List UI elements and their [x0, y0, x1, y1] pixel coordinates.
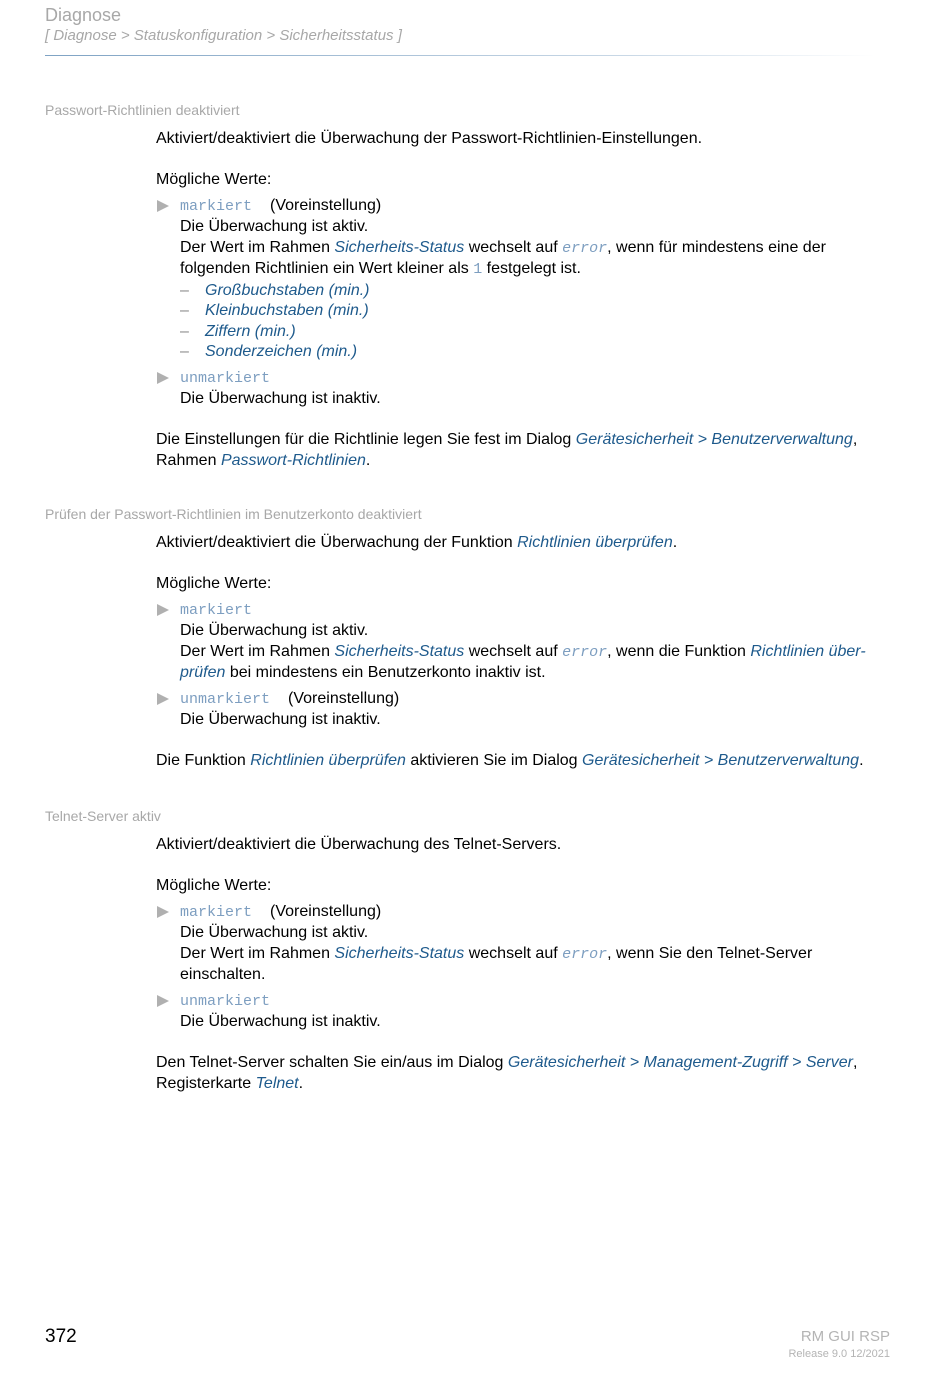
link-check-policies[interactable]: Richtlinien überprüfen — [250, 752, 406, 769]
active-text: Die Überwachung ist aktiv. — [180, 622, 369, 639]
possible-values-label: Mögliche Werte: — [156, 171, 272, 188]
possible-values-label: Mögliche Werte: — [156, 877, 272, 894]
page-number: 372 — [45, 1326, 77, 1347]
policy-list-item: – Ziffern (min.) — [180, 322, 296, 340]
section-description: Aktiviert/deaktiviert die Überwachung des Telnet-Servers. — [156, 836, 562, 853]
section-title-password-policies: Passwort-Richtlinien deaktiviert — [45, 102, 240, 118]
section-body-account-policy-check: Aktiviert/deaktiviert die Überwachung der Funktion Richtlinien überprüfen. Mögliche Werte: markiert Die Überwachung ist aktiv. Der Wert im Rahmen Sicherheits-Status wechselt auf error, wenn die Funktion Richtlinien über- prüfen bei mindestens ein Benutzerkonto inaktiv ist. unmarkiert (Voreinstellung) Die Überwachung ist inaktiv. Die Funktion Richtlinien überprüfen aktivieren Sie im Dialog Gerätesicherheit > Benutzerverwaltung. — [156, 533, 886, 772]
value-item-marked: markiert Die Überwachung ist aktiv. Der Wert im Rahmen Sicherheits-Status wechselt auf error, wenn die Funktion Richtlinien über- prüfen bei mindestens ein Benutzerkonto inaktiv ist. — [156, 600, 886, 684]
value-item-unmarked — [156, 368, 886, 410]
inactive-text: Die Überwachung ist inaktiv. — [180, 1013, 381, 1030]
link-telnet-tab[interactable]: Telnet — [255, 1074, 299, 1092]
policy-list-item: – Großbuchstaben (min.) — [180, 281, 370, 299]
link-password-policies[interactable]: Passwort-Richtlinien — [220, 451, 366, 469]
bullet-triangle-icon — [157, 995, 169, 1007]
bullet-triangle-icon — [157, 372, 169, 384]
value-unmarked: unmarkiert — [180, 369, 271, 387]
bullet-triangle-icon — [157, 693, 169, 705]
link-user-management[interactable]: Gerätesicherheit > Benutzerverwaltung — [575, 431, 853, 448]
inactive-text: Die Überwachung ist inaktiv. — [180, 390, 381, 407]
policy-list-item: – Kleinbuchstaben (min.) — [180, 302, 369, 319]
section-title-account-policy-check: Prüfen der Passwort-Richtlinien im Benutzerkonto deaktiviert — [45, 506, 422, 522]
value-marked: markiert — [180, 197, 253, 215]
page-header — [45, 4, 875, 46]
link-policy[interactable]: Ziffern (min.) — [205, 322, 296, 340]
section-title-telnet-server: Telnet-Server aktiv — [45, 808, 161, 824]
value-error: error — [562, 643, 608, 661]
link-security-status[interactable]: Sicherheits-Status — [334, 238, 465, 256]
bullet-triangle-icon — [157, 604, 169, 616]
chapter-title: Diagnose — [45, 5, 122, 25]
active-text: Die Überwachung ist aktiv. — [180, 924, 369, 941]
link-policy[interactable]: Großbuchstaben (min.) — [205, 281, 370, 299]
link-policy[interactable]: Kleinbuchstaben (min.) — [205, 302, 369, 319]
default-label: (Voreinstellung) — [270, 902, 382, 920]
link-check-policies[interactable]: Richtlinien überprüfen — [517, 534, 673, 551]
link-security-status[interactable]: Sicherheits-Status — [334, 642, 465, 660]
document-name: RM GUI RSP — [800, 1328, 890, 1345]
value-item-marked: markiert (Voreinstellung) Die Überwachung ist aktiv. Der Wert im Rahmen Sicherheits-Status wechselt auf error, wenn Sie den Telnet-Server einschalten. — [156, 902, 886, 986]
inactive-text: Die Überwachung ist inaktiv. — [180, 711, 381, 728]
link-management-access-server[interactable]: Gerätesicherheit > Management-Zugriff > Server — [507, 1054, 853, 1071]
value-one: 1 — [473, 261, 483, 278]
possible-values-label: Mögliche Werte: — [156, 575, 272, 592]
policy-list-item: – Sonderzeichen (min.) — [180, 343, 358, 360]
link-policy[interactable]: Sonderzeichen (min.) — [205, 343, 358, 360]
header-divider — [45, 55, 875, 56]
value-item-unmarked — [156, 689, 886, 731]
value-unmarked: unmarkiert — [180, 992, 271, 1010]
link-check-policies[interactable]: Richtlinien über- — [750, 642, 866, 660]
breadcrumb: [ Diagnose > Statuskonfiguration > Sicherheitsstatus ] — [45, 27, 402, 44]
default-label: (Voreinstellung) — [270, 196, 382, 214]
link-user-management[interactable]: Gerätesicherheit > Benutzerverwaltung — [582, 752, 860, 769]
bullet-triangle-icon — [157, 200, 169, 212]
value-error: error — [562, 239, 608, 257]
section-body-telnet-server: Aktiviert/deaktiviert die Überwachung des Telnet-Servers. Mögliche Werte: markiert (Voreinstellung) Die Überwachung ist aktiv. Der Wert im Rahmen Sicherheits-Status wechselt auf error, wenn Sie den Telnet-Server einschalten. unmarkiert Die Überwachung ist inaktiv. Den Telnet-Server schalten Sie ein/aus im Dialog Gerätesicherheit > Management-Zugriff > Server, Registerkarte Telnet. — [156, 835, 886, 1094]
value-unmarked: unmarkiert — [180, 690, 271, 708]
value-error: error — [562, 945, 608, 963]
section-body-password-policies: Aktiviert/deaktiviert die Überwachung der Passwort-Richtlinien-Einstellungen. Mögliche Werte: markiert (Voreinstellung) Die Überwachung ist aktiv. Der Wert im Rahmen Sicherheits-Status wechselt auf error, wenn für mindestens eine der folgenden Richtlinien ein Wert kleiner als 1 festgelegt ist. – Großbuchstaben (min.) – Kleinbuchstaben (min.) – Ziffern (min.) – Sonderzeichen (min.) unmarkiert Die Überwachung ist inaktiv. Die Einstellungen für die Richtlinie legen Sie fest im Dialog Gerätesicherheit > Benutzerverwaltung, Rahmen Passwort-Richtlinien. — [156, 129, 886, 471]
value-item-unmarked — [156, 991, 886, 1033]
value-item-marked: markiert (Voreinstellung) Die Überwachung ist aktiv. Der Wert im Rahmen Sicherheits-Status wechselt auf error, wenn für mindestens eine der folgenden Richtlinien ein Wert kleiner als 1 festgelegt ist. – Großbuchstaben (min.) – Kleinbuchstaben (min.) – Ziffern (min.) – Sonderzeichen (min.) — [156, 196, 886, 363]
link-check-policies[interactable]: prüfen — [180, 664, 226, 681]
bullet-triangle-icon — [157, 906, 169, 918]
value-marked: markiert — [180, 903, 253, 921]
link-security-status[interactable]: Sicherheits-Status — [334, 944, 465, 962]
default-label: (Voreinstellung) — [288, 689, 400, 707]
section-description: Aktiviert/deaktiviert die Überwachung der Passwort-Richtlinien-Einstellungen. — [156, 130, 703, 147]
release-info: Release 9.0 12/2021 — [788, 1348, 890, 1360]
active-text: Die Überwachung ist aktiv. — [180, 218, 369, 235]
value-marked: markiert — [180, 601, 253, 619]
